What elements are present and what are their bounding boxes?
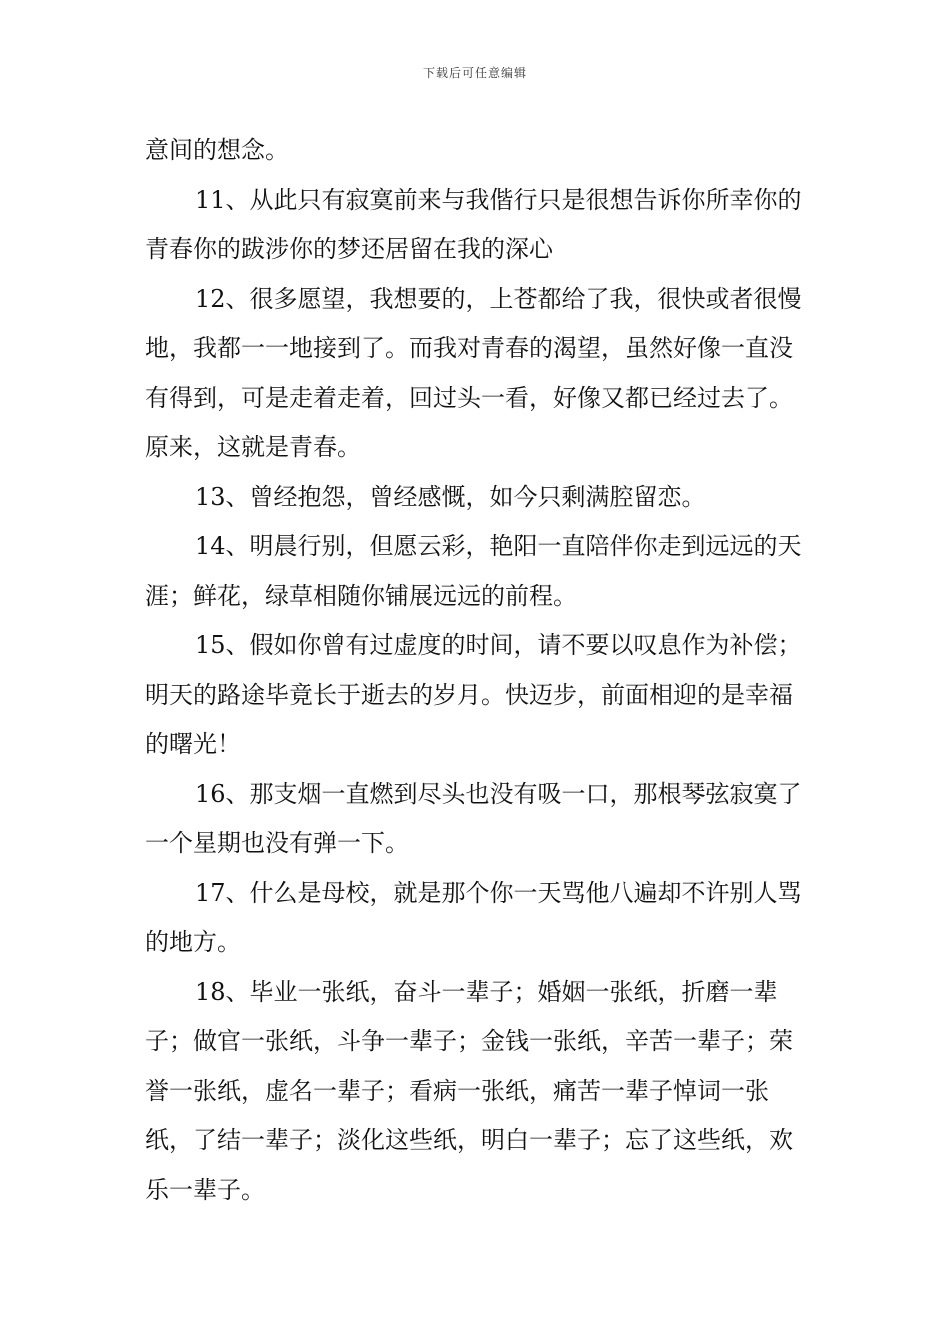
paragraph-item-17: 17、什么是母校，就是那个你一天骂他八遍却不许别人骂的地方。: [145, 878, 802, 956]
paragraph-item-11: 11、从此只有寂寞前来与我偕行只是很想告诉你所幸你的青春你的跋涉你的梦还居留在我的深心: [145, 185, 802, 263]
paragraph-item-13: 13、曾经抱怨，曾经感慨，如今只剩满腔留恋。: [195, 482, 706, 511]
paragraph-item-14: 14、明晨行别，但愿云彩，艳阳一直陪伴你走到远远的天涯；鲜花，绿草相随你铺展远远的前程。: [145, 532, 802, 610]
paragraph-item-16: 16、那支烟一直燃到尽头也没有吸一口，那根琴弦寂寞了一个星期也没有弹一下。: [145, 779, 802, 857]
paragraph-item-18: 18、毕业一张纸，奋斗一辈子；婚姻一张纸，折磨一辈子；做官一张纸，斗争一辈子；金钱一张纸，辛苦一辈子；荣誉一张纸，虚名一辈子；看病一张纸，痛苦一辈子悼词一张纸，了结一辈子；淡化这些纸，明白一辈子；忘了这些纸，欢乐一辈子。: [145, 977, 793, 1204]
document-body: [145, 126, 807, 1215]
paragraph-item-12: 12、很多愿望，我想要的，上苍都给了我，很快或者很慢地，我都一一地接到了。而我对青春的渴望，虽然好像一直没有得到，可是走着走着，回过头一看，好像又都已经过去了。原来，这就是青春。: [145, 284, 802, 461]
paragraph-continuation: 意间的想念。: [145, 136, 289, 164]
paragraph-item-15: 15、假如你曾有过虚度的时间，请不要以叹息作为补偿；明天的路途毕竟长于逝去的岁月。快迈步，前面相迎的是幸福的曙光！: [145, 631, 802, 758]
page-header: 下载后可任意编辑: [422, 66, 527, 80]
